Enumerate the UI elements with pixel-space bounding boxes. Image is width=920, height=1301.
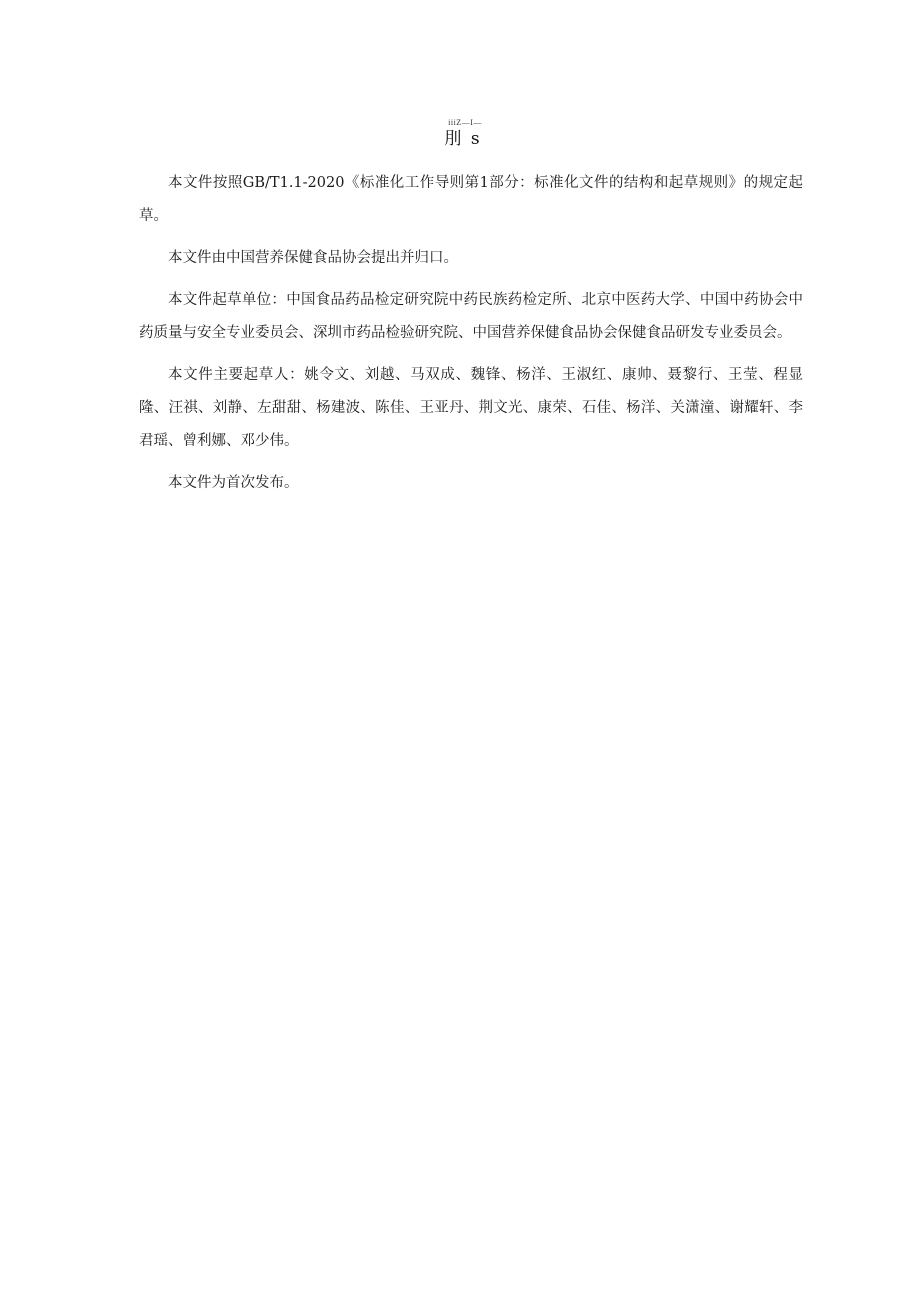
- paragraph-drafting-rules: 本文件按照GB/T1.1-2020《标准化工作导则第1部分：标准化文件的结构和起草规则》的规定起草。: [139, 175, 803, 224]
- paragraph-drafting-units: 本文件起草单位：中国食品药品检定研究院中药民族药检定所、北京中医药大学、中国中药协会中药质量与安全专业委员会、深圳市药品检验研究院、中国营养保健食品协会保健食品研发专业委员会。: [139, 292, 803, 341]
- foreword-heading: [0, 118, 920, 150]
- foreword-body: [139, 167, 803, 509]
- paragraph-proposer: 本文件由中国营养保健食品协会提出并归口。: [168, 250, 458, 266]
- heading-title: 刖 s: [444, 129, 482, 149]
- paragraph-first-release: 本文件为首次发布。: [168, 475, 299, 491]
- paragraph-drafters: 本文件主要起草人：姚令文、刘越、马双成、魏锋、杨洋、王淑红、康帅、聂黎行、王莹、程显隆、汪祺、刘静、左甜甜、杨建波、陈佳、王亚丹、荆文光、康荣、石佳、杨洋、关潇潼、谢耀轩、李君瑶、曾利娜、邓少伟。: [139, 367, 803, 449]
- heading-artifact-text: iiiZ—I—: [448, 118, 482, 127]
